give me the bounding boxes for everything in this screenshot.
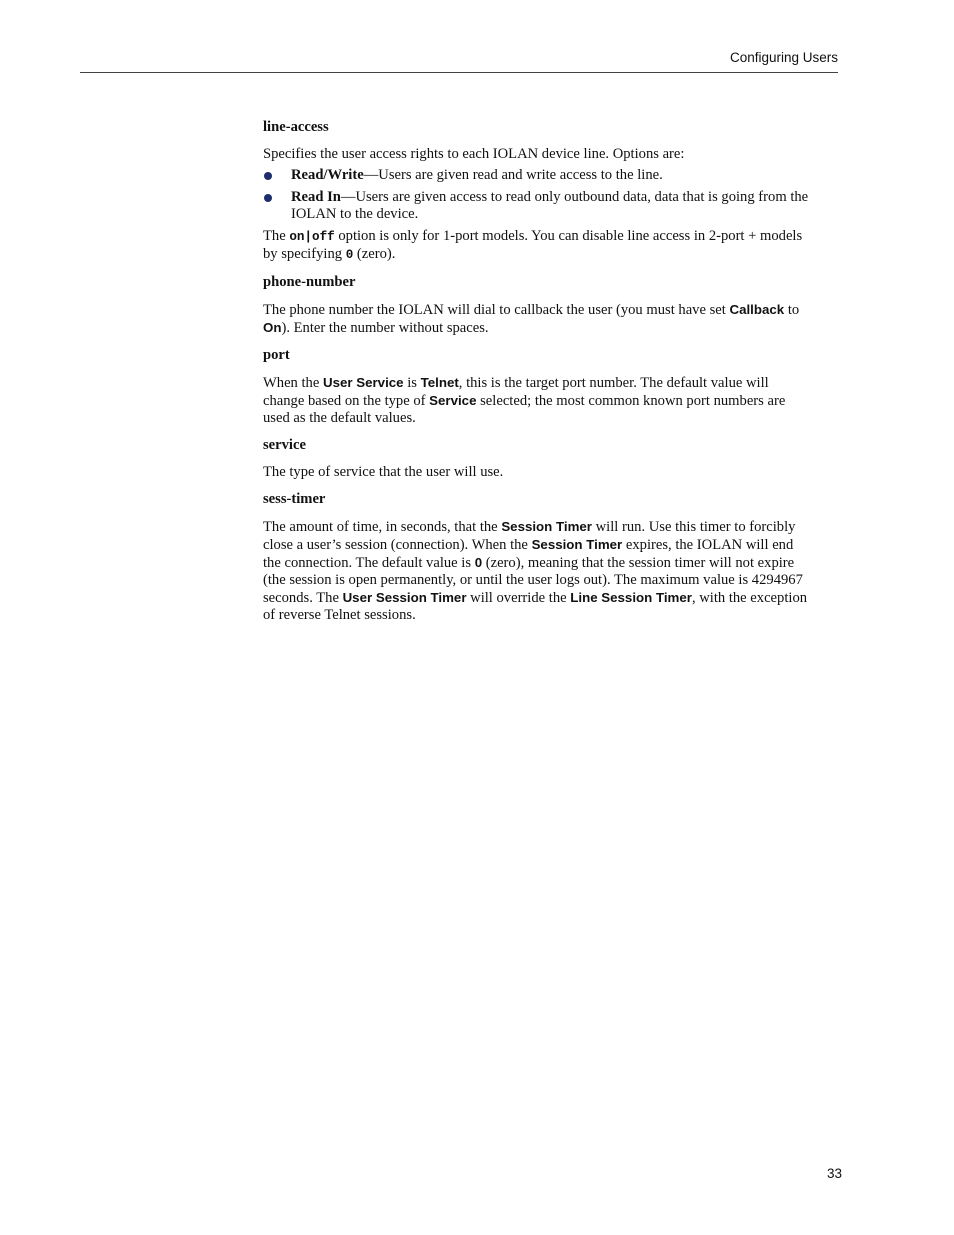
ui-callback: Callback bbox=[729, 302, 785, 317]
option-label: Read/Write bbox=[291, 167, 364, 183]
text: expires, the IOLAN will end the connection. The default value is bbox=[263, 537, 794, 571]
text: The phone number the IOLAN will dial to callback the user (you must have set bbox=[263, 302, 730, 318]
page-body bbox=[263, 119, 811, 634]
text: (zero). bbox=[353, 246, 396, 262]
bullet-icon bbox=[264, 172, 272, 180]
ui-session-timer: Session Timer bbox=[501, 519, 592, 534]
ui-telnet: Telnet bbox=[420, 375, 459, 390]
text: The bbox=[263, 228, 290, 244]
text: will run. Use this timer to forcibly close a user’s session (connection). When the bbox=[263, 519, 796, 553]
term-service: service bbox=[263, 437, 306, 453]
sess-timer-description bbox=[263, 518, 811, 624]
term-phone-number: phone-number bbox=[263, 274, 356, 290]
text: to bbox=[784, 302, 800, 318]
option-read-write bbox=[263, 167, 811, 184]
header-divider bbox=[80, 72, 838, 73]
text: When the bbox=[263, 375, 323, 391]
text: ). Enter the number without spaces. bbox=[281, 320, 489, 336]
ui-zero: 0 bbox=[474, 555, 483, 570]
term-line-access: line-access bbox=[263, 119, 329, 135]
code-zero: 0 bbox=[345, 248, 354, 262]
text: selected; the most common known port numbers are used as the default values. bbox=[263, 393, 786, 426]
line-access-options bbox=[263, 167, 811, 223]
option-text: —Users are given read and write access to the line. bbox=[363, 167, 663, 183]
text: , this is the target port number. The default value will change based on the type of bbox=[263, 375, 769, 409]
text: option is only for 1-port models. You can disable line access in 2-port + models by specifying bbox=[263, 228, 803, 262]
ui-on: On bbox=[263, 320, 282, 335]
service-description: The type of service that the user will use. bbox=[263, 464, 504, 480]
text: will override the bbox=[466, 590, 571, 606]
ui-user-session-timer: User Session Timer bbox=[342, 590, 467, 605]
option-label: Read In bbox=[291, 189, 341, 205]
term-port: port bbox=[263, 347, 290, 363]
text: is bbox=[403, 375, 421, 391]
phone-number-description bbox=[263, 301, 811, 337]
line-access-note bbox=[263, 228, 811, 264]
ui-service: Service bbox=[429, 393, 477, 408]
option-read-in bbox=[263, 189, 811, 223]
ui-user-service: User Service bbox=[322, 375, 404, 390]
bullet-icon bbox=[264, 194, 272, 202]
port-description bbox=[263, 374, 811, 427]
text: The amount of time, in seconds, that the bbox=[263, 519, 502, 535]
running-header: Configuring Users bbox=[729, 50, 838, 65]
term-sess-timer: sess-timer bbox=[263, 491, 326, 507]
page-number: 33 bbox=[826, 1166, 842, 1181]
line-access-intro: Specifies the user access rights to each IOLAN device line. Options are: bbox=[263, 146, 685, 162]
code-on-off: on|off bbox=[289, 230, 335, 244]
ui-line-session-timer: Line Session Timer bbox=[570, 590, 692, 605]
ui-session-timer: Session Timer bbox=[531, 537, 623, 552]
option-text: —Users are given access to read only outbound data, data that is going from the IOLAN to the device. bbox=[291, 189, 809, 222]
text: (zero), meaning that the session timer will not expire (the session is open permanently, or until the user logs out). The maximum value is 4294967 seconds. The bbox=[263, 555, 803, 606]
text: , with the exception of reverse Telnet sessions. bbox=[263, 590, 808, 623]
